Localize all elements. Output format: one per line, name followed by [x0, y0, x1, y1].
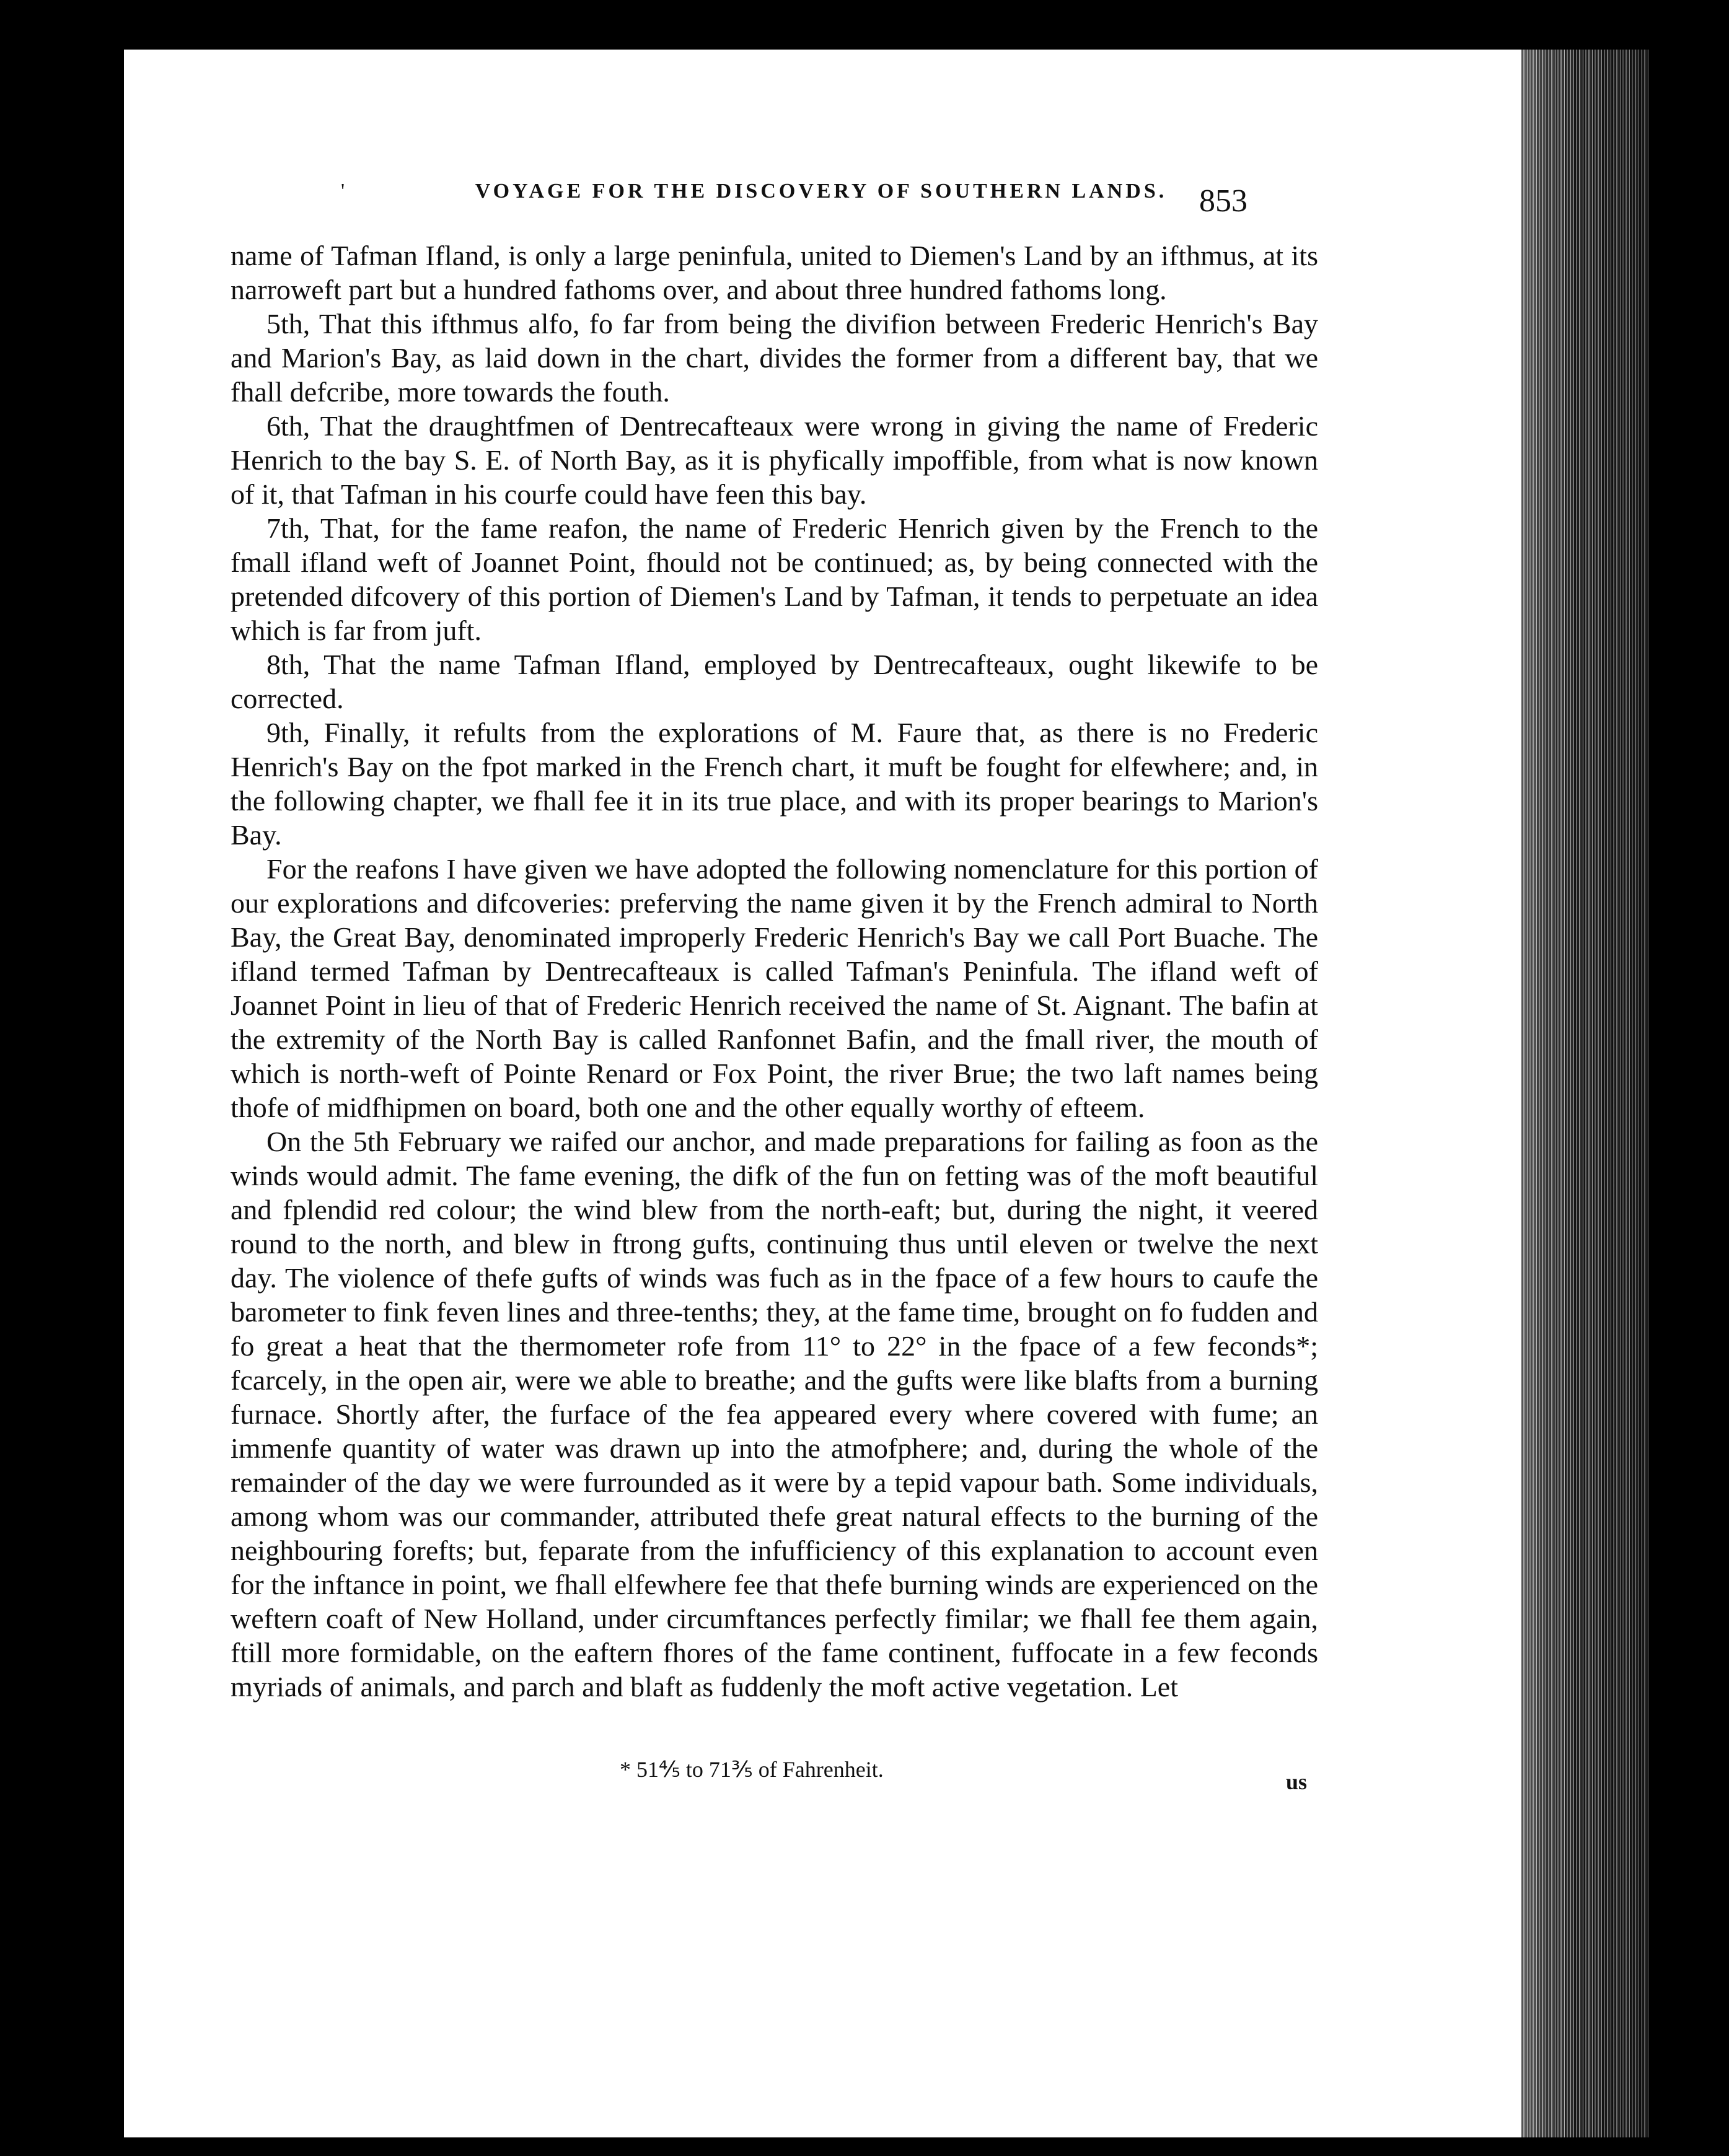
- paragraph: 9th, Finally, it refults from the explorations of M. Faure that, as there is no Frederic Henrich's Bay on the fpot marked in the French chart, it muft be fought for elfewhere; and, in the following chapter, we fhall fee it in its true place, and with its proper bearings to Marion's Bay.: [231, 717, 1318, 851]
- running-header: VOYAGE FOR THE DISCOVERY OF SOUTHERN LANDS.: [475, 180, 1168, 203]
- body-text: [231, 239, 1318, 1704]
- catchword: us: [1286, 1769, 1308, 1794]
- paragraph: 8th, That the name Tafman Ifland, employed by Dentrecafteaux, ought likewife to be corrected.: [231, 649, 1318, 714]
- paragraph: 5th, That this ifthmus alfo, fo far from being the divifion between Frederic Henrich's Bay and Marion's Bay, as laid down in the chart, divides the former from a different bay, that we fhall defcribe, more towards the fouth.: [231, 308, 1318, 408]
- book-fore-edge: [1521, 50, 1648, 2137]
- paragraph: For the reafons I have given we have adopted the following nomenclature for this portion of our explorations and difcoveries: preferving the name given it by the French admiral to North Bay, the Great Bay, denominated improperly Frederic Henrich's Bay we call Port Buache. The ifland termed Tafman by Dentrecafteaux is called Tafman's Peninfula. The ifland weft of Joannet Point in lieu of that of Frederic Henrich received the name of St. Aignant. The bafin at the extremity of the North Bay is called Ranfonnet Bafin, and the fmall river, the mouth of which is north-weft of Pointe Renard or Fox Point, the river Brue; the two laft names being thofe of midfhipmen on board, both one and the other equally worthy of efteem.: [231, 853, 1318, 1123]
- footnote: * 51⅘ to 71⅗ of Fahrenheit.: [620, 1757, 884, 1782]
- paragraph: 6th, That the draughtfmen of Dentrecafteaux were wrong in giving the name of Frederic Henrich to the bay S. E. of North Bay, as it is phyfically impoffible, from what is now known of it, that Tafman in his courfe could have feen this bay.: [231, 410, 1318, 510]
- page-number: 853: [1199, 183, 1247, 219]
- paragraph: On the 5th February we raifed our anchor, and made preparations for failing as foon as the winds would admit. The fame evening, the difk of the fun on fetting was of the moft beautiful and fplendid red colour; the wind blew from the north-eaft; but, during the night, it veered round to the north, and blew in ftrong gufts, continuing thus until eleven or twelve the next day. The violence of thefe gufts of winds was fuch as in the fpace of a few hours to caufe the barometer to fink feven lines and three-tenths; they, at the fame time, brought on fo fudden and fo great a heat that the thermometer rofe from 11° to 22° in the fpace of a few feconds*; fcarcely, in the open air, were we able to breathe; and the gufts were like blafts from a burning furnace. Shortly after, the furface of the fea appeared every where covered with fume; an immenfe quantity of water was drawn up into the atmofphere; and, during the whole of the remainder of the day we were furrounded as it were by a tepid vapour bath. Some individuals, among whom was our commander, attributed thefe great natural effects to the burning of the neighbouring forefts; but, feparate from the infufficiency of this explanation to account even for the inftance in point, we fhall elfewhere fee that thefe burning winds are experienced on the weftern coaft of New Holland, under circumftances perfectly fimilar; we fhall fee them again, ftill more formidable, on the eaftern fhores of the fame continent, fuffocate in a few feconds myriads of animals, and parch and blaft as fuddenly the moft active vegetation. Let: [231, 1126, 1318, 1702]
- paragraph: 7th, That, for the fame reafon, the name of Frederic Henrich given by the French to the fmall ifland weft of Joannet Point, fhould not be continued; as, by being connected with the pretended difcovery of this portion of Diemen's Land by Tafman, it tends to perpetuate an idea which is far from juft.: [231, 512, 1318, 646]
- paragraph: name of Tafman Ifland, is only a large peninfula, united to Diemen's Land by an ifthmus, at its narroweft part but a hundred fathoms over, and about three hundred fathoms long.: [231, 240, 1318, 305]
- header-mark: ': [341, 180, 345, 203]
